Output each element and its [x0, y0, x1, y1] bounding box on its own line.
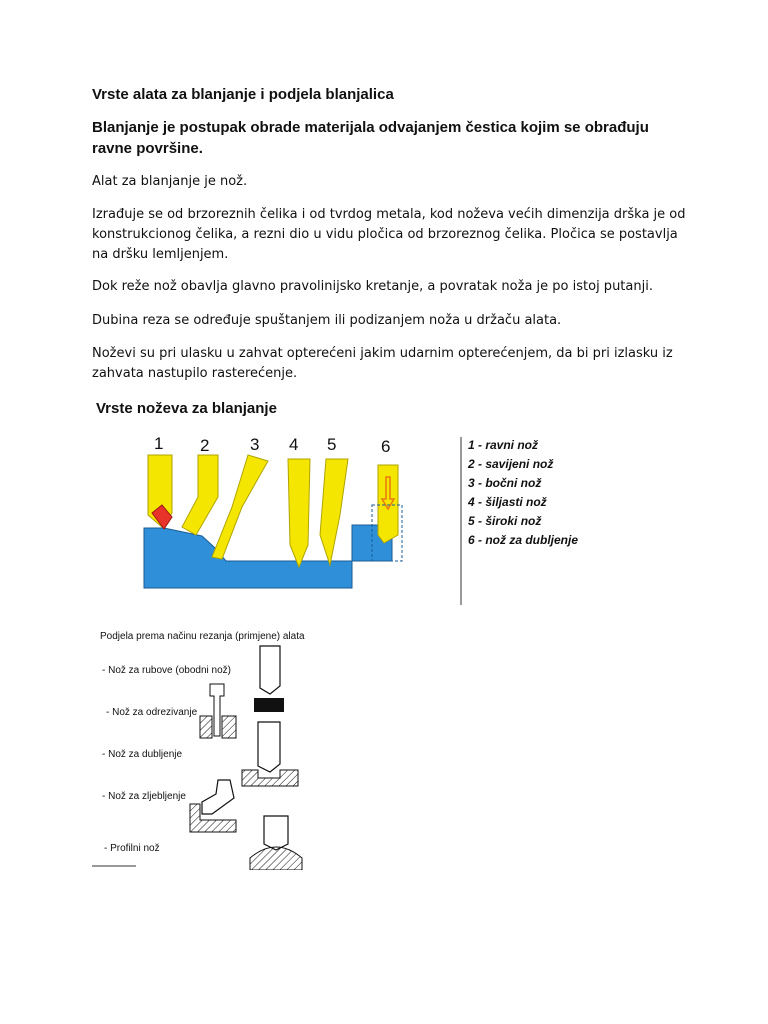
tool-number-6: 6 [381, 437, 391, 456]
paragraph-5: Noževi su pri ulasku u zahvat opterećeni jakim udarnim opterećenjem, da bi pri izlasku iz zahvata nastupilo rasterećenje. [92, 346, 673, 381]
workpiece [144, 525, 392, 588]
tool-number-5: 5 [327, 435, 337, 454]
tool-4-pointed [288, 459, 310, 567]
edge-workpiece [254, 698, 284, 712]
legend-item-1: 1 - ravni nož [468, 438, 539, 452]
paragraph-2: Izrađuje se od brzoreznih čelika i od tvrdog metala, kod noževa većih dimenzija drška je od konstrukcionog čelika, a rezni dio u vidu pločica od brzoreznog čelika. Pločica se postavlja na dršku lemljenjem. [92, 207, 686, 262]
paragraph-4: Dubina reza se određuje spuštanjem ili podizanjem noža u držaču alata. [92, 313, 562, 328]
tool-number-4: 4 [289, 435, 299, 454]
tool-number-1: 1 [154, 434, 164, 453]
paragraph-1: Alat za blanjanje je nož. [92, 174, 248, 189]
edge-tool-sketch [260, 646, 280, 694]
legend-item-6: 6 - nož za dubljenje [468, 533, 579, 547]
cutting-method-figure [92, 626, 322, 870]
tool-2-bent [182, 455, 218, 535]
tool-number-2: 2 [200, 436, 210, 455]
legend-item-2: 2 - savijeni nož [468, 457, 554, 471]
document-title: Vrste alata za blanjanje i podjela blanjalica [92, 86, 394, 103]
paragraph-3: Dok reže nož obavlja glavno pravolinijsko kretanje, a povratak noža je po istoj putanji. [92, 279, 653, 294]
profile-workpiece [250, 847, 302, 870]
legend-item-3: 3 - bočni nož [468, 476, 542, 490]
figure2-title: Podjela prema načinu rezanja (primjene) alata [100, 631, 305, 642]
tool-number-3: 3 [250, 435, 260, 454]
legend-item-5: 5 - široki nož [468, 514, 542, 528]
grooving-tool-sketch [202, 780, 234, 814]
cutting-item-1: - Nož za rubove (obodni nož) [102, 665, 231, 676]
cutting-item-3: - Nož za dubljenje [102, 749, 183, 760]
document-subtitle: Blanjanje je postupak obrade materijala odvajanjem čestica kojim se obrađuju ravne površine. [92, 119, 649, 157]
planing-tools-figure [92, 395, 592, 610]
cutting-item-4: - Nož za zljebljenje [102, 791, 186, 802]
figure1-title: Vrste noževa za blanjanje [96, 400, 277, 417]
tool-3-side [212, 455, 268, 559]
tool-5-wide [320, 459, 348, 565]
legend-item-4: 4 - šiljasti nož [468, 495, 547, 509]
profile-tool-sketch [264, 816, 288, 850]
cutting-item-5: - Profilni nož [104, 843, 160, 854]
cutting-item-2: - Nož za odrezivanje [106, 707, 198, 718]
slotting-tool-sketch [258, 722, 280, 772]
